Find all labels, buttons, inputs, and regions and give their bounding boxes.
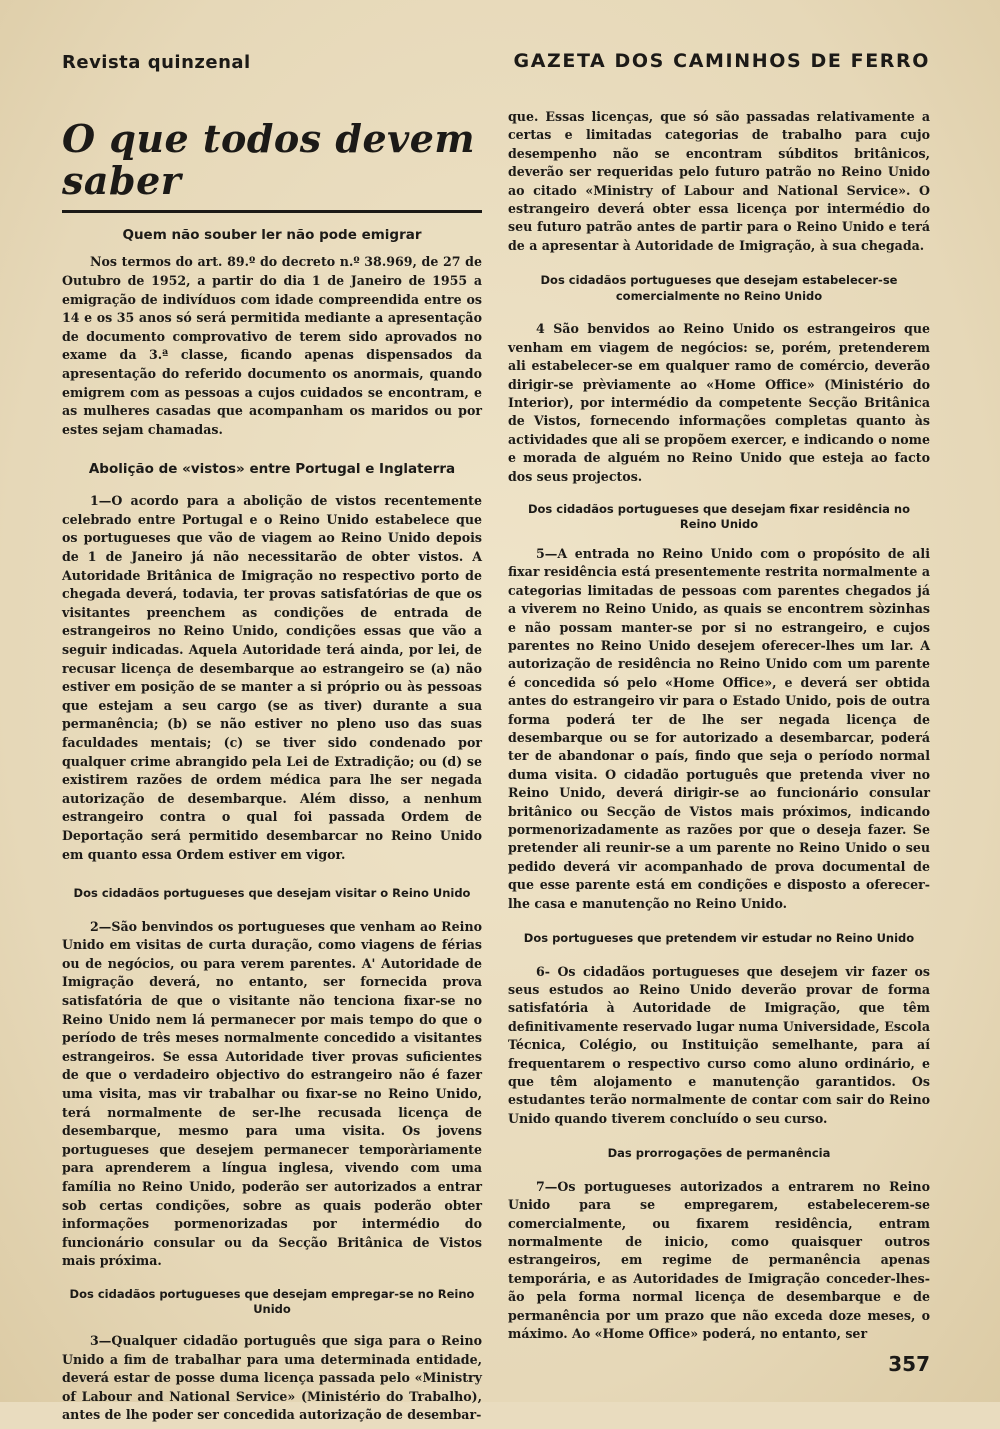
header-right: GAZETA DOS CAMINHOS DE FERRO — [513, 50, 930, 72]
left-column — [62, 110, 482, 1429]
paragraph-1: 1—O acordo para a abolição de vistos recentemente celebrado entre Portugal e o Reino Unido estabelece que os portugueses que vão de viagem ao Reino Unido depois de 1 de Janeiro já não necessitarão de obter vistos. A Autoridade Britânica de Imigração no respectivo porto de chegada deverá, todavia, ter provas satisfatórias de que os visitantes preenchem as condições de entrada de estrangeiros no Reino Unido, condições essas que vão a seguir indicadas. Aquela Autoridade terá ainda, por lei, de recusar licença de desembarque ao estrangeiro se (a) não estiver em posição de se manter a si próprio ou às pessoas que estejam a seu cargo (se as tiver) durante a sua permanência; (b) se não estiver no pleno uso das suas faculdades mentais; (c) se tiver sido condenado por qualquer crime abrangido pela Lei de Extradição; ou (d) se existirem razões de ordem médica para lhe ser negada autorização de desembarque. Além disso, a nenhum estrangeiro contra o qual foi passada Ordem de Deportação será permitido desembarcar no Reino Unido em quanto essa Ordem estiver em vigor. — [62, 493, 482, 862]
subheading-prorrogacoes: Das prorrogações de permanência — [607, 1146, 831, 1161]
page-number: 357 — [888, 1352, 930, 1376]
header-left: Revista quinzenal — [62, 52, 251, 73]
subheading-empregar: Dos cidadãos portugueses que desejam empregar-se no Reino Unido — [69, 1286, 475, 1317]
paragraph-7: 7—Os portugueses autorizados a entrarem no Reino Unido para se empregarem, estabelecerem-se comercialmente, ou fixarem residência, entram normalmente de inicio, como quaisquer outros estrangeiros, em regime de permanência apenas temporária, e as Autoridades de Imigração conceder-lhes-ão pela forma normal licença de desembarque e de permanência por um prazo que não exceda doze meses, o máximo. Ao «Home Office» poderá, no entanto, ser — [508, 1178, 930, 1342]
paragraph-emigrar: Nos termos do art. 89.º do decreto n.º 38.969, de 27 de Outubro de 1952, a partir do dia 1 de Janeiro de 1955 a emigração de indivíduos com idade compreendida entre os 14 e os 35 anos só será permitida mediante a apresentação de documento comprovativo de terem sido aprovados no exame da 3.ª classe, ficando apenas dispensados da apresentação do referido documento os anormais, quando emigrem com as pessoas a cujos cuidados se encontram, e as mulheres casadas que acompanham os maridos ou por estes sejam chamadas. — [62, 254, 482, 437]
subheading-residencia: Dos cidadãos portugueses que desejam fixar residência no Reino Unido — [527, 501, 911, 532]
section-heading-emigrar: Quem não souber ler não pode emigrar — [122, 226, 422, 243]
paragraph-5: 5—A entrada no Reino Unido com o propósito de ali fixar residência está presentemente restrita normalmente a categorias limitadas de pessoas com parentes chegados já a viverem no Reino Unido, as quais se encontrem sòzinhas e não possam manter-se por si no estrangeiro, e cujos parentes no Reino Unido desejem oferecer-lhes um lar. A autorização de residência no Reino Unido com um parente é concedida só pelo «Home Office», e deverá ser obtida antes do estrangeiro vir para o Estado Unido, pois de outra forma poderá ter de lhe ser negada licença de desembarque ou se for autorizado a desembarcar, poderá ter de abandonar o país, findo que seja o período normal duma visita. O cidadão português que pretenda viver no Reino Unido, deverá dirigir-se ao funcionário consular britânico ou Secção de Vistos mais próximos, indicando pormenorizadamente as razões por que o deseja fazer. Se pretender ali reunir-se a um parente no Reino Unido o seu pedido deverá vir acompanhado de prova documental de que esse parente está em condições e disposto a oferecer-lhe casa e manutenção no Reino Unido. — [508, 545, 930, 911]
subheading-estudar: Dos portugueses que pretendem vir estudar no Reino Unido — [523, 931, 915, 946]
paragraph-3-continued: que. Essas licenças, que só são passadas relativamente a certas e limitadas categorias de trabalho para cujo desempenho não se encontram súbditos britânicos, deverão ser requeridas pelo futuro patrão no Reino Unido ao citado «Ministry of Labour and National Service». O estrangeiro deverá obter essa licença por intermédio do seu futuro patrão antes de partir para o Reino Unido e terá de a apresentar à Autoridade de Imigração, à sua chegada. — [508, 109, 930, 253]
paragraph-4: 4 São benvidos ao Reino Unido os estrangeiros que venham em viagem de negócios: se, porém, pretenderem ali estabelecer-se em qualquer ramo de comércio, deverão dirigir-se prèviamente ao «Home Office» (Ministério do Interior), por intermédio da competente Secção Britânica de Vistos, fornecendo informações completas quanto às actividades que ali se propõem exercer, e indicando o nome e morada de alguém no Reino Unido que esteja ao facto dos seus projectos. — [508, 321, 930, 484]
subheading-comercial: Dos cidadãos portugueses que desejam estabelecer-se comercialmente no Reino Unido — [540, 273, 898, 303]
section-heading-vistos: Abolição de «vistos» entre Portugal e Inglaterra — [88, 461, 456, 478]
subheading-visitar: Dos cidadãos portugueses que desejam visitar o Reino Unido — [73, 886, 471, 901]
article-title: O que todos devem saber — [62, 118, 482, 213]
right-column — [508, 108, 930, 1347]
paragraph-2: 2—São benvindos os portugueses que venham ao Reino Unido em visitas de curta duração, como viagens de férias ou de negócios, ou para verem parentes. A' Autoridade de Imigração deverá, no entanto, ser fornecida prova satisfatória de que o visitante não tenciona fixar-se no Reino Unido nem lá permanecer por mais tempo do que o período de três meses normalmente concedido a visitantes estrangeiros. Se essa Autoridade tiver provas suficientes de que o verdadeiro objectivo do estrangeiro não é fazer uma visita, mas vir trabalhar ou fixar-se no Reino Unido, terá normalmente de ser-lhe recusada licença de desembarque, mesmo para uma visita. Os jovens portugueses que desejem permanecer temporàriamente para aprenderem a língua inglesa, vivendo com uma família no Reino Unido, poderão ser autorizados a entrar sob certas condições, sobre as quais poderão obter informações pormenorizadas por intermédio do funcionário consular ou da Secção Britânica de Vistos mais próxima. — [62, 918, 482, 1269]
paragraph-3: 3—Qualquer cidadão português que siga para o Reino Unido a fim de trabalhar para uma determinada entidade, deverá estar de posse duma licença passada pelo «Ministry of Labour and National Service» (Ministério do Trabalho), antes de lhe poder ser concedida autorização de desembar- — [62, 1332, 482, 1423]
paragraph-6: 6- Os cidadãos portugueses que desejem vir fazer os seus estudos ao Reino Unido deverão provar de forma satisfatória à Autoridade de Imigração, que têm definitivamente reservado lugar numa Universidade, Escola Técnica, Colégio, ou Instituição semelhante, para aí frequentarem o respectivo curso como aluno ordinário, e que têm alojamento e manutenção garantidos. Os estudantes terão normalmente de contar com sair do Reino Unido quando tiverem concluído o seu curso. — [508, 963, 930, 1126]
